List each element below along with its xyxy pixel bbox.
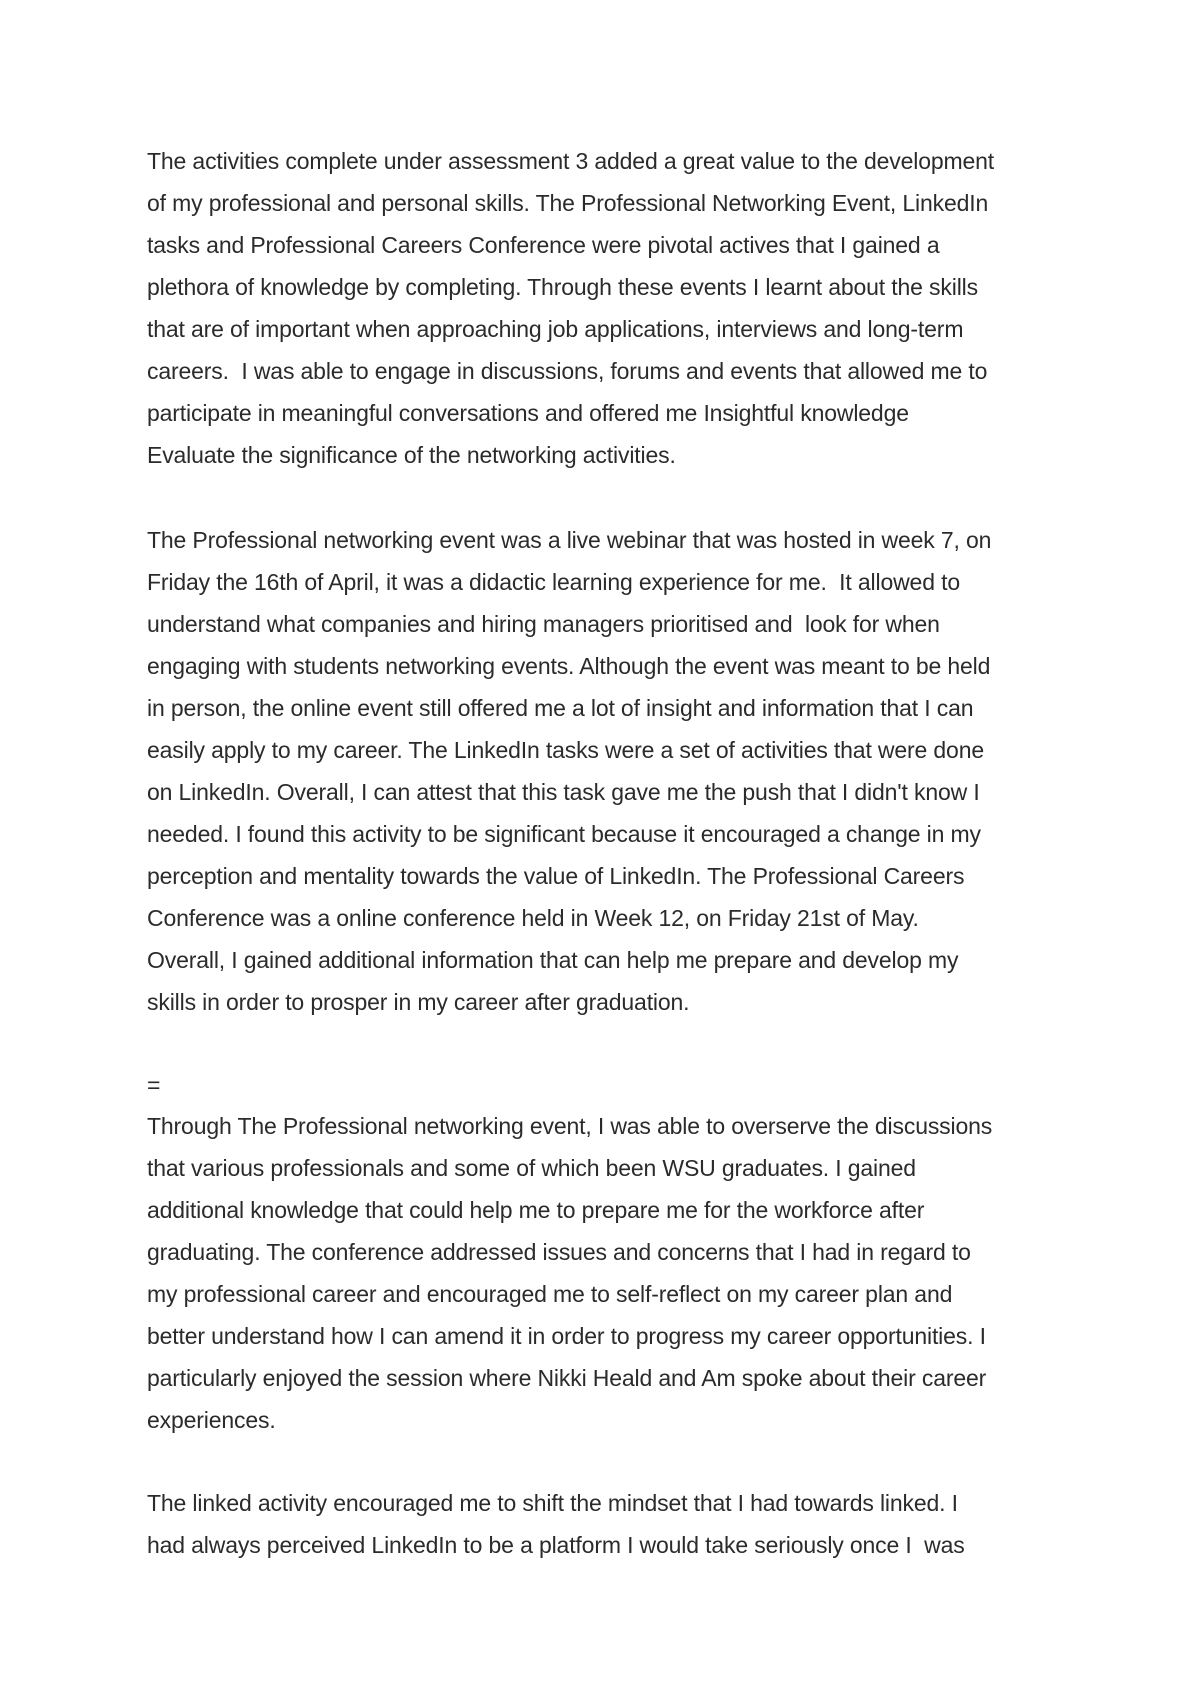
text-line: participate in meaningful conversations and offered me Insightful knowledge <box>147 400 909 426</box>
text-line: Evaluate the significance of the networking activities. <box>147 442 676 468</box>
text-line: easily apply to my career. The LinkedIn tasks were a set of activities that were done <box>147 737 984 763</box>
paragraph-linkedin-activity <box>147 1482 1077 1566</box>
text-line: Overall, I gained additional information that can help me prepare and develop my <box>147 947 959 973</box>
text-line: engaging with students networking events. Although the event was meant to be held <box>147 653 991 679</box>
text-line: Friday the 16th of April, it was a didactic learning experience for me. It allowed to <box>147 569 960 595</box>
text-line: The activities complete under assessment 3 added a great value to the development <box>147 148 995 174</box>
text-line: additional knowledge that could help me to prepare me for the workforce after <box>147 1197 925 1223</box>
text-line: The Professional networking event was a live webinar that was hosted in week 7, on <box>147 527 992 553</box>
paragraph-conference-reflection <box>147 1105 1077 1441</box>
text-line: perception and mentality towards the value of LinkedIn. The Professional Careers <box>147 863 965 889</box>
text-line: careers. I was able to engage in discussions, forums and events that allowed me to <box>147 358 988 384</box>
text-line: in person, the online event still offered me a lot of insight and information that I can <box>147 695 974 721</box>
text-line: of my professional and personal skills. The Professional Networking Event, LinkedIn <box>147 190 989 216</box>
text-line: that are of important when approaching job applications, interviews and long-term <box>147 316 964 342</box>
text-line: graduating. The conference addressed issues and concerns that I had in regard to <box>147 1239 971 1265</box>
text-line: that various professionals and some of which been WSU graduates. I gained <box>147 1155 916 1181</box>
text-line: my professional career and encouraged me to self-reflect on my career plan and <box>147 1281 953 1307</box>
paragraph-networking-event <box>147 519 1077 1023</box>
text-line: tasks and Professional Careers Conference were pivotal actives that I gained a <box>147 232 940 258</box>
text-line: on LinkedIn. Overall, I can attest that this task gave me the push that I didn't know I <box>147 779 980 805</box>
text-line: particularly enjoyed the session where Nikki Heald and Am spoke about their career <box>147 1365 987 1391</box>
text-line: needed. I found this activity to be significant because it encouraged a change in my <box>147 821 981 847</box>
text-line: experiences. <box>147 1407 276 1433</box>
text-line: understand what companies and hiring managers prioritised and look for when <box>147 611 940 637</box>
text-line: = <box>147 1072 161 1098</box>
separator-mark <box>147 1064 1077 1106</box>
paragraph-assessment-overview <box>147 140 1077 476</box>
text-line: Through The Professional networking event, I was able to overserve the discussions <box>147 1113 993 1139</box>
text-line: had always perceived LinkedIn to be a platform I would take seriously once I was <box>147 1532 965 1558</box>
text-line: skills in order to prosper in my career after graduation. <box>147 989 690 1015</box>
text-line: plethora of knowledge by completing. Through these events I learnt about the skills <box>147 274 978 300</box>
text-line: The linked activity encouraged me to shift the mindset that I had towards linked. I <box>147 1490 958 1516</box>
text-line: better understand how I can amend it in order to progress my career opportunities. I <box>147 1323 986 1349</box>
text-line: Conference was a online conference held in Week 12, on Friday 21st of May. <box>147 905 919 931</box>
